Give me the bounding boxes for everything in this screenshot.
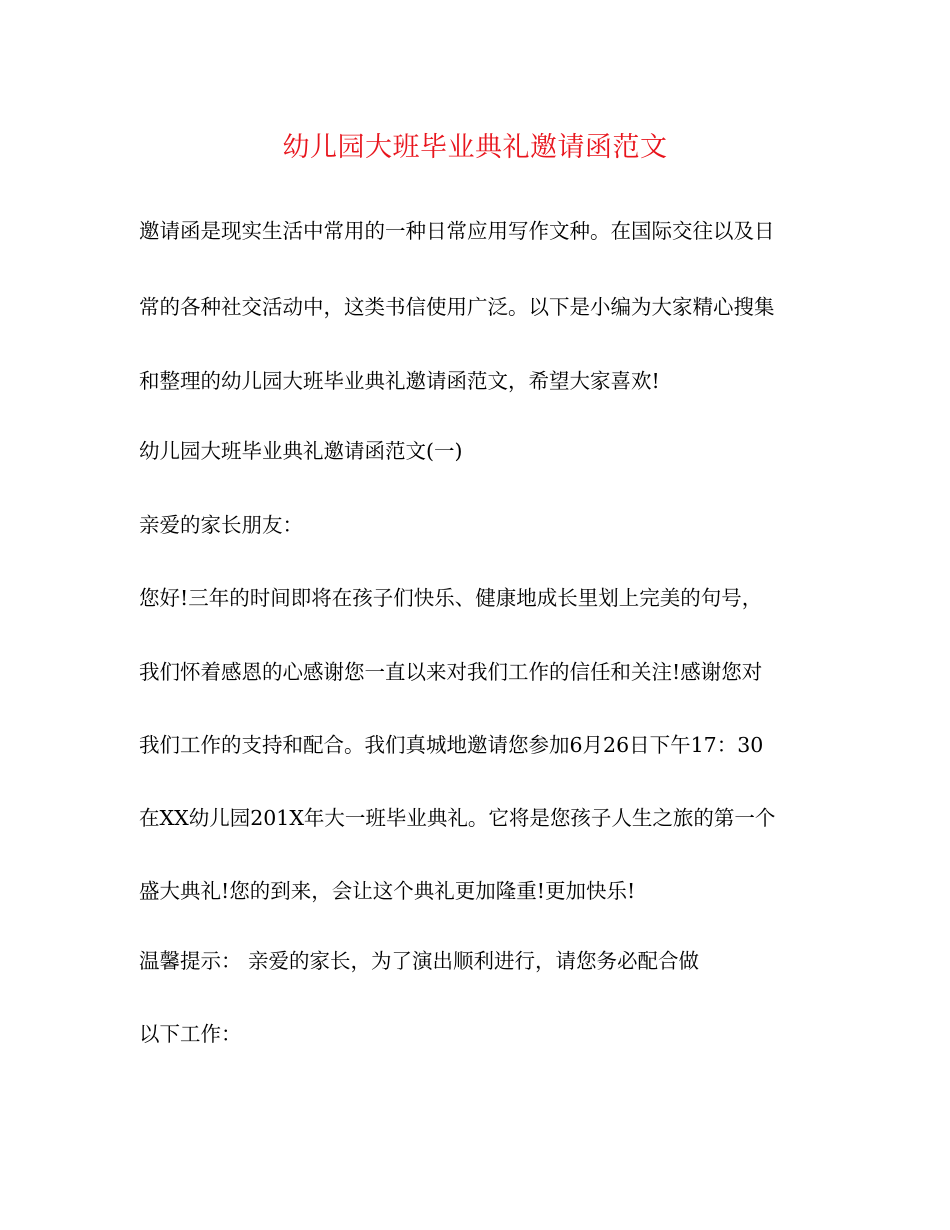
body-line-1: 您好!三年的时间即将在孩子们快乐、健康地成长里划上完美的句号， [139, 586, 763, 610]
body-line-3: 我们工作的支持和配合。我们真城地邀请您参加6月26日下午17：30 [139, 733, 764, 757]
intro-line-1: 邀请函是现实生活中常用的一种日常应用写作文种。在国际交往以及日 [139, 219, 775, 243]
reminder-continuation: 以下工作： [139, 1022, 242, 1046]
intro-line-3: 和整理的幼儿园大班毕业典礼邀请函范文，希望大家喜欢! [139, 369, 660, 393]
body-line-5: 盛大典礼!您的到来，会让这个典礼更加隆重!更加快乐! [139, 879, 636, 903]
intro-line-2: 常的各种社交活动中，这类书信使用广泛。以下是小编为大家精心搜集 [139, 295, 775, 319]
body-line-4: 在XX幼儿园201X年大一班毕业典礼。它将是您孩子人生之旅的第一个 [139, 806, 776, 830]
body-line-2: 我们怀着感恩的心感谢您一直以来对我们工作的信任和关注!感谢您对 [139, 660, 763, 684]
section-heading: 幼儿园大班毕业典礼邀请函范文(一) [139, 439, 463, 463]
reminder-line: 温馨提示： 亲爱的家长，为了演出顺利进行，请您务必配合做 [139, 949, 700, 973]
salutation: 亲爱的家长朋友： [139, 513, 303, 537]
document-title: 幼儿园大班毕业典礼邀请函范文 [282, 132, 668, 163]
